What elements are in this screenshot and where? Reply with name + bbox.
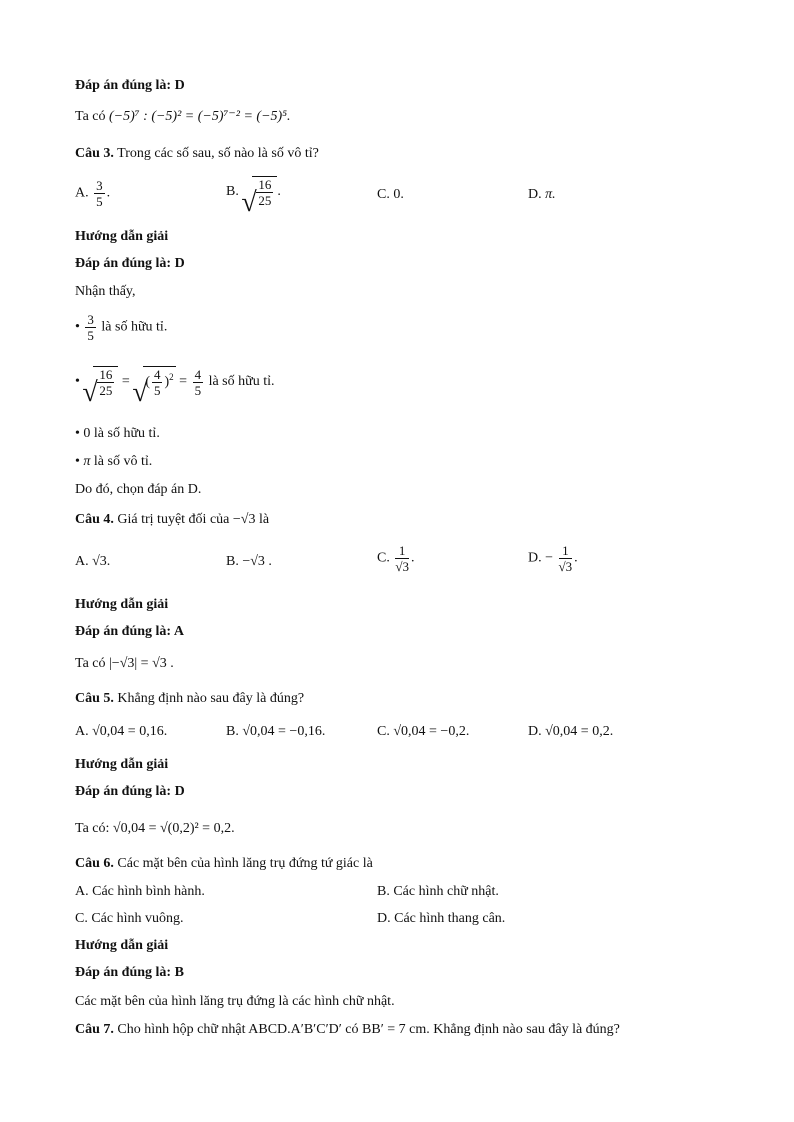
pi-symbol: π. — [545, 187, 556, 202]
question-4 — [75, 511, 269, 529]
question-label: Câu 5. — [75, 691, 114, 706]
question-label: Câu 7. — [75, 1022, 114, 1037]
q5-option-c[interactable]: C. √0,04 = −0,2. — [377, 724, 470, 739]
q4-option-a[interactable]: A. √3. — [75, 554, 111, 569]
bullet-3: • 0 là số hữu tỉ. — [75, 426, 160, 441]
guide-heading-3: Hướng dẫn giải — [75, 229, 169, 244]
answer-key-q2 — [75, 77, 185, 95]
sqrt-16-25: √ $\frac{16}{25}$ — [83, 366, 118, 398]
pi-symbol: π — [83, 454, 91, 469]
question-label: Câu 3. — [75, 146, 114, 161]
conclusion-q3: Do đó, chọn đáp án D. — [75, 482, 202, 497]
text-ta-co: Ta có — [75, 109, 106, 124]
guide-heading-5: Hướng dẫn giải — [75, 757, 169, 772]
fraction-1-sqrt3: $\frac{1}{√3}$ — [558, 543, 573, 574]
q5-option-d[interactable]: D. √0,04 = 0,2. — [528, 724, 614, 739]
bullet-4: • π là số vô tỉ. — [75, 454, 153, 469]
question-text: Trong các số sau, số nào là số vô tỉ? — [113, 146, 319, 161]
solution-q5: Ta có: √0,04 = √(0,2)² = 0,2. — [75, 821, 235, 836]
question-5 — [75, 690, 304, 708]
q4-option-c[interactable]: C. $\frac{1}{√3}$ . — [377, 543, 415, 574]
question-text: Giá trị tuyệt đối của −√3 là — [113, 512, 270, 527]
answer-key-q3: Đáp án đúng là: D — [75, 256, 185, 271]
question-text: Cho hình hộp chữ nhật ABCD.A′B′C′D′ có BB′ = 7 cm. Khẳng định nào sau đây là đúng? — [113, 1022, 620, 1037]
answer-key-q6: Đáp án đúng là: B — [75, 965, 184, 980]
fraction-1-sqrt3: $\frac{1}{√3}$ — [395, 543, 409, 574]
guide-heading-4: Hướng dẫn giải — [75, 597, 169, 612]
question-text: Khẳng định nào sau đây là đúng? — [113, 691, 305, 706]
expression-power: (−5)⁷ : (−5)² = (−5)⁷⁻² = (−5)⁵. — [109, 109, 291, 124]
q6-option-c[interactable]: C. Các hình vuông. — [75, 911, 184, 926]
q4-option-d[interactable]: D. − $\frac{1}{√3}$ . — [528, 543, 578, 574]
q6-option-b[interactable]: B. Các hình chữ nhật. — [377, 884, 499, 899]
bullet-1: • $\frac{3}{5}$ là số hữu tỉ. — [75, 312, 168, 343]
solution-q2 — [75, 108, 291, 126]
fraction-3-5: $\frac{3}{5}$ — [96, 178, 103, 209]
notice-text: Nhận thấy, — [75, 284, 136, 299]
question-text: Các mặt bên của hình lăng trụ đứng tứ giác là — [113, 856, 373, 871]
option-label: A. — [75, 185, 89, 201]
explanation-q6: Các mặt bên của hình lăng trụ đứng là các hình chữ nhật. — [75, 994, 395, 1009]
sqrt-16-25: √ $\frac{16}{25}$ — [242, 176, 277, 208]
q3-option-b[interactable]: B. √ $\frac{16}{25}$ . — [226, 176, 281, 208]
q5-option-a[interactable]: A. √0,04 = 0,16. — [75, 724, 168, 739]
option-label: B. — [226, 184, 239, 200]
solution-q4: Ta có |−√3| = √3 . — [75, 656, 174, 671]
q3-option-d[interactable]: D. π. — [528, 187, 556, 202]
fraction-3-5: $\frac{3}{5}$ — [87, 312, 94, 343]
q5-option-b[interactable]: B. √0,04 = −0,16. — [226, 724, 326, 739]
q3-option-a[interactable]: A. $\frac{3}{5}$ . — [75, 178, 111, 209]
q4-option-b[interactable]: B. −√3 . — [226, 554, 272, 569]
q6-option-d[interactable]: D. Các hình thang cân. — [377, 911, 506, 926]
answer-label: Đáp án đúng là: D — [75, 78, 185, 93]
q3-option-c[interactable]: C. 0. — [377, 187, 404, 202]
question-6 — [75, 855, 373, 873]
guide-heading-6: Hướng dẫn giải — [75, 938, 169, 953]
question-label: Câu 6. — [75, 856, 114, 871]
answer-key-q5: Đáp án đúng là: D — [75, 784, 185, 799]
bullet-2: • √ $\frac{16}{25}$ = √ ( $\frac{4}{5}$ )$^2$ = $\frac{4}{5}$ là số hữu tỉ. — [75, 366, 274, 398]
question-7 — [75, 1021, 620, 1039]
fraction-4-5: $\frac{4}{5}$ — [194, 366, 202, 398]
question-label: Câu 4. — [75, 512, 114, 527]
q6-option-a[interactable]: A. Các hình bình hành. — [75, 884, 205, 899]
sqrt-4-5-squared: √ ( $\frac{4}{5}$ )$^2$ — [133, 366, 175, 398]
answer-key-q4: Đáp án đúng là: A — [75, 624, 184, 639]
question-3 — [75, 145, 319, 163]
